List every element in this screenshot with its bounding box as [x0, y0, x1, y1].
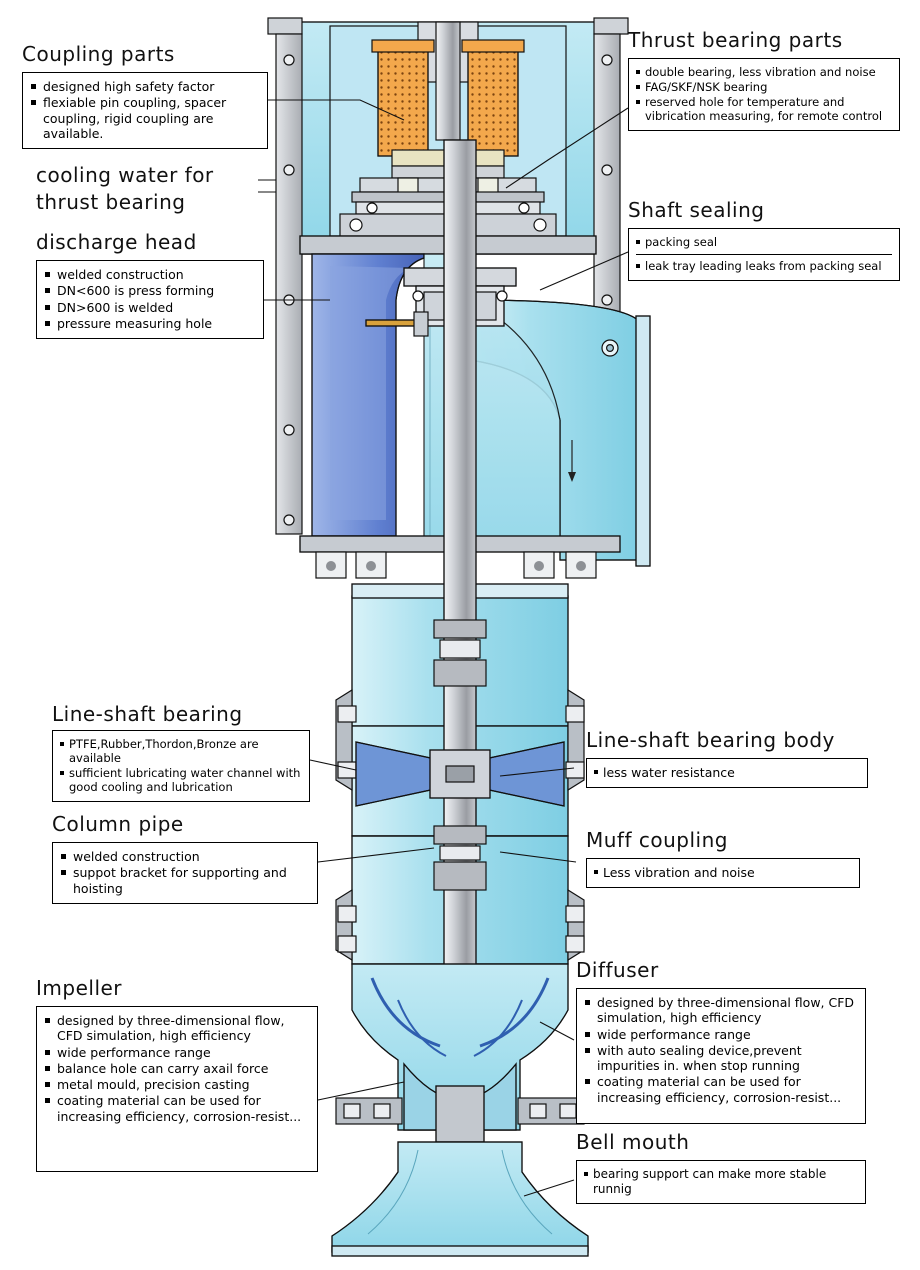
list-item: wide performance range: [584, 1027, 858, 1042]
callout-coupling-parts: [22, 42, 270, 149]
callout-box-thrust-bearing-parts: [628, 58, 900, 131]
callout-box-line-shaft-bearing-body: [586, 758, 868, 788]
list-item: DN<600 is press forming: [44, 283, 256, 298]
list-item: flexiable pin coupling, spacer coupling, rigid coupling are available.: [30, 95, 260, 141]
callout-title-diffuser: Diffuser: [576, 958, 659, 982]
list-item: welded construction: [44, 267, 256, 282]
callout-muff-coupling: [586, 828, 860, 888]
list-item: metal mould, precision casting: [44, 1077, 310, 1092]
callout-title-shaft-sealing: Shaft sealing: [628, 198, 765, 222]
callout-line-shaft-bearing: [52, 702, 312, 802]
list-item: DN>600 is welded: [44, 300, 256, 315]
callout-discharge-head: [36, 230, 266, 339]
callout-title-cooling-water: cooling water for thrust bearing: [36, 163, 214, 214]
callout-title-impeller: Impeller: [36, 976, 123, 1000]
callout-box-column-pipe: [52, 842, 318, 904]
list-item: with auto sealing device,prevent impurities in. when stop running: [584, 1043, 858, 1074]
list-item: PTFE,Rubber,Thordon,Bronze are available: [60, 737, 302, 765]
list-item: balance hole can carry axail force: [44, 1061, 310, 1076]
callout-title-line-shaft-bearing: Line-shaft bearing: [52, 702, 243, 726]
list-item: less water resistance: [594, 765, 860, 780]
callout-box-bell-mouth: [576, 1160, 866, 1204]
list-item: Less vibration and noise: [594, 865, 852, 880]
list-item: designed by three-dimensional flow, CFD simulation, high efficiency: [584, 995, 858, 1026]
callout-shaft-sealing: [628, 198, 900, 281]
list-item: reserved hole for temperature and vibrication measuring, for remote control: [636, 95, 892, 123]
list-item: leak tray leading leaks from packing seal: [636, 259, 892, 273]
list-item: sufficient lubricating water channel with good cooling and lubrication: [60, 766, 302, 794]
list-item: FAG/SKF/NSK bearing: [636, 80, 892, 94]
callout-box-diffuser: [576, 988, 866, 1124]
callout-box-coupling-parts: [22, 72, 268, 149]
list-item: double bearing, less vibration and noise: [636, 65, 892, 79]
callout-column-pipe: [52, 812, 318, 904]
callout-line-shaft-bearing-body: [586, 728, 868, 788]
list-item: designed high safety factor: [30, 79, 260, 94]
list-item: pressure measuring hole: [44, 316, 256, 331]
callout-box-discharge-head: [36, 260, 264, 339]
callout-title-coupling-parts: Coupling parts: [22, 42, 175, 66]
callout-title-muff-coupling: Muff coupling: [586, 828, 728, 852]
callout-box-muff-coupling: [586, 858, 860, 888]
callout-box-impeller: [36, 1006, 318, 1172]
callout-box-shaft-sealing: [628, 228, 900, 281]
list-item: welded construction: [60, 849, 310, 864]
list-item: bearing support can make more stable runnig: [584, 1167, 858, 1196]
callout-bell-mouth: [576, 1130, 866, 1204]
callout-impeller: [36, 976, 318, 1172]
list-item: coating material can be used for increasing efficiency, corrosion-resist...: [584, 1074, 858, 1105]
callout-cooling-water: [36, 162, 266, 216]
callout-title-bell-mouth: Bell mouth: [576, 1130, 690, 1154]
callout-thrust-bearing-parts: [628, 28, 900, 131]
callout-title-column-pipe: Column pipe: [52, 812, 184, 836]
callout-title-discharge-head: discharge head: [36, 230, 197, 254]
callout-box-line-shaft-bearing: [52, 730, 310, 802]
callout-title-thrust-bearing-parts: Thrust bearing parts: [628, 28, 843, 52]
list-item: packing seal: [636, 235, 892, 255]
list-item: designed by three-dimensional flow, CFD simulation, high efficiency: [44, 1013, 310, 1044]
callout-title-line-shaft-bearing-body: Line-shaft bearing body: [586, 728, 835, 752]
list-item: suppot bracket for supporting and hoisting: [60, 865, 310, 896]
callout-diffuser: [576, 958, 866, 1124]
list-item: wide performance range: [44, 1045, 310, 1060]
list-item: coating material can be used for increasing efficiency, corrosion-resist...: [44, 1093, 310, 1124]
